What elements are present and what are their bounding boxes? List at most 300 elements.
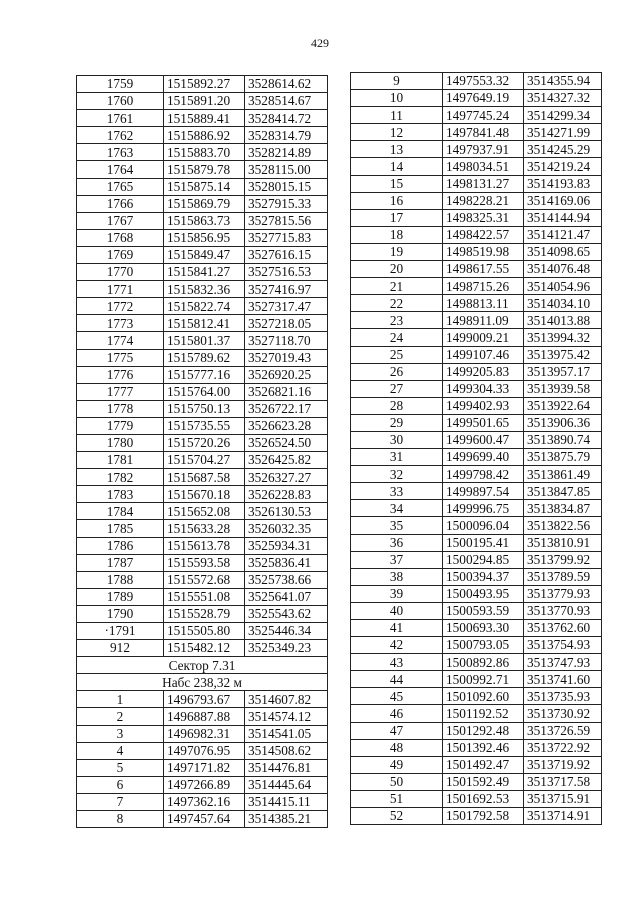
- table-row: [77, 229, 328, 246]
- table-row: [351, 329, 602, 346]
- x-coordinate-cell: 1498519.98: [443, 243, 524, 260]
- table-row: [77, 725, 328, 742]
- point-number-cell: 9: [351, 73, 443, 90]
- y-coordinate-cell: 3528514.67: [245, 93, 328, 110]
- table-row: [77, 434, 328, 451]
- y-coordinate-cell: 3526920.25: [245, 366, 328, 383]
- y-coordinate-cell: 3513799.92: [524, 551, 602, 568]
- point-number-cell: 1764: [77, 161, 164, 178]
- x-coordinate-cell: 1500693.30: [443, 620, 524, 637]
- y-coordinate-cell: 3525934.31: [245, 537, 328, 554]
- y-coordinate-cell: 3514169.06: [524, 192, 602, 209]
- table-row: [77, 178, 328, 195]
- x-coordinate-cell: 1515891.20: [164, 93, 245, 110]
- table-row: [77, 246, 328, 263]
- y-coordinate-cell: 3513717.58: [524, 773, 602, 790]
- x-coordinate-cell: 1497457.64: [164, 811, 245, 828]
- x-coordinate-cell: 1498422.57: [443, 226, 524, 243]
- table-row: [351, 773, 602, 790]
- x-coordinate-cell: 1501392.46: [443, 739, 524, 756]
- table-row: [77, 691, 328, 708]
- x-coordinate-cell: 1496793.67: [164, 691, 245, 708]
- x-coordinate-cell: 1501492.47: [443, 756, 524, 773]
- point-number-cell: 40: [351, 602, 443, 619]
- point-number-cell: 39: [351, 585, 443, 602]
- point-number-cell: 11: [351, 107, 443, 124]
- table-row: [351, 431, 602, 448]
- table-row: [77, 161, 328, 178]
- table-row: [351, 158, 602, 175]
- y-coordinate-cell: 3514299.34: [524, 107, 602, 124]
- x-coordinate-cell: 1515822.74: [164, 298, 245, 315]
- x-coordinate-cell: 1515613.78: [164, 537, 245, 554]
- y-coordinate-cell: 3525543.62: [245, 605, 328, 622]
- table-row: [351, 397, 602, 414]
- y-coordinate-cell: 3514508.62: [245, 742, 328, 759]
- point-number-cell: 26: [351, 363, 443, 380]
- table-row: [77, 554, 328, 571]
- x-coordinate-cell: 1499107.46: [443, 346, 524, 363]
- y-coordinate-cell: 3514054.96: [524, 278, 602, 295]
- y-coordinate-cell: 3513994.32: [524, 329, 602, 346]
- table-row: [77, 605, 328, 622]
- point-number-cell: 29: [351, 414, 443, 431]
- y-coordinate-cell: 3514415.11: [245, 793, 328, 810]
- point-number-cell: 1767: [77, 212, 164, 229]
- point-number-cell: 13: [351, 141, 443, 158]
- table-row: [77, 264, 328, 281]
- x-coordinate-cell: 1515572.68: [164, 571, 245, 588]
- x-coordinate-cell: 1500992.71: [443, 671, 524, 688]
- x-coordinate-cell: 1515863.73: [164, 212, 245, 229]
- table-row: [351, 808, 602, 825]
- x-coordinate-cell: 1500294.85: [443, 551, 524, 568]
- point-number-cell: 1773: [77, 315, 164, 332]
- x-coordinate-cell: 1515889.41: [164, 110, 245, 127]
- point-number-cell: 1762: [77, 127, 164, 144]
- x-coordinate-cell: 1515704.27: [164, 452, 245, 469]
- point-number-cell: 14: [351, 158, 443, 175]
- y-coordinate-cell: 3513822.56: [524, 517, 602, 534]
- point-number-cell: 5: [77, 759, 164, 776]
- x-coordinate-cell: 1515482.12: [164, 640, 245, 657]
- x-coordinate-cell: 1499798.42: [443, 466, 524, 483]
- table-row: [77, 349, 328, 366]
- y-coordinate-cell: 3514271.99: [524, 124, 602, 141]
- point-number-cell: 1778: [77, 400, 164, 417]
- x-coordinate-cell: 1498715.26: [443, 278, 524, 295]
- x-coordinate-cell: 1497937.91: [443, 141, 524, 158]
- x-coordinate-cell: 1498911.09: [443, 312, 524, 329]
- table-row: [351, 756, 602, 773]
- x-coordinate-cell: 1515735.55: [164, 417, 245, 434]
- table-row: [77, 212, 328, 229]
- x-coordinate-cell: 1500593.59: [443, 602, 524, 619]
- x-coordinate-cell: 1515670.18: [164, 486, 245, 503]
- y-coordinate-cell: 3514219.24: [524, 158, 602, 175]
- table-row: [77, 452, 328, 469]
- point-number-cell: 31: [351, 449, 443, 466]
- point-number-cell: 35: [351, 517, 443, 534]
- point-number-cell: 1760: [77, 93, 164, 110]
- point-number-cell: 20: [351, 261, 443, 278]
- y-coordinate-cell: 3513847.85: [524, 483, 602, 500]
- x-coordinate-cell: 1501692.53: [443, 790, 524, 807]
- y-coordinate-cell: 3527715.83: [245, 229, 328, 246]
- y-coordinate-cell: 3514193.83: [524, 175, 602, 192]
- x-coordinate-cell: 1499304.33: [443, 380, 524, 397]
- point-number-cell: 17: [351, 209, 443, 226]
- y-coordinate-cell: 3528614.62: [245, 76, 328, 93]
- y-coordinate-cell: 3514013.88: [524, 312, 602, 329]
- y-coordinate-cell: 3527019.43: [245, 349, 328, 366]
- y-coordinate-cell: 3525738.66: [245, 571, 328, 588]
- point-number-cell: 1770: [77, 264, 164, 281]
- point-number-cell: 1777: [77, 383, 164, 400]
- table-row: [77, 811, 328, 828]
- y-coordinate-cell: 3527416.97: [245, 281, 328, 298]
- table-row: [351, 500, 602, 517]
- left-table-body-top: [77, 76, 328, 657]
- y-coordinate-cell: 3513834.87: [524, 500, 602, 517]
- point-number-cell: 1: [77, 691, 164, 708]
- point-number-cell: 49: [351, 756, 443, 773]
- point-number-cell: 23: [351, 312, 443, 329]
- x-coordinate-cell: 1515801.37: [164, 332, 245, 349]
- y-coordinate-cell: 3514385.21: [245, 811, 328, 828]
- x-coordinate-cell: 1515551.08: [164, 588, 245, 605]
- right-table-body: [351, 73, 602, 825]
- point-number-cell: 1776: [77, 366, 164, 383]
- point-number-cell: 42: [351, 637, 443, 654]
- section-title: Сектор 7.31: [77, 657, 328, 674]
- x-coordinate-cell: 1515505.80: [164, 623, 245, 640]
- y-coordinate-cell: 3513741.60: [524, 671, 602, 688]
- x-coordinate-cell: 1499009.21: [443, 329, 524, 346]
- x-coordinate-cell: 1515789.62: [164, 349, 245, 366]
- table-row: [77, 383, 328, 400]
- x-coordinate-cell: 1515764.00: [164, 383, 245, 400]
- x-coordinate-cell: 1499600.47: [443, 431, 524, 448]
- point-number-cell: 51: [351, 790, 443, 807]
- point-number-cell: 44: [351, 671, 443, 688]
- table-row: [351, 790, 602, 807]
- y-coordinate-cell: 3514327.32: [524, 90, 602, 107]
- table-row: [351, 226, 602, 243]
- point-number-cell: 19: [351, 243, 443, 260]
- x-coordinate-cell: 1515875.14: [164, 178, 245, 195]
- section-header: [77, 657, 328, 691]
- y-coordinate-cell: 3514355.94: [524, 73, 602, 90]
- x-coordinate-cell: 1500892.86: [443, 654, 524, 671]
- x-coordinate-cell: 1498228.21: [443, 192, 524, 209]
- point-number-cell: 1774: [77, 332, 164, 349]
- point-number-cell: 3: [77, 725, 164, 742]
- table-row: [77, 486, 328, 503]
- table-row: [351, 637, 602, 654]
- y-coordinate-cell: 3513861.49: [524, 466, 602, 483]
- table-row: [77, 793, 328, 810]
- table-row: [351, 243, 602, 260]
- coordinates-table-left: [76, 75, 328, 828]
- point-number-cell: 45: [351, 688, 443, 705]
- table-row: [77, 76, 328, 93]
- y-coordinate-cell: 3526722.17: [245, 400, 328, 417]
- y-coordinate-cell: 3514098.65: [524, 243, 602, 260]
- y-coordinate-cell: 3526623.28: [245, 417, 328, 434]
- y-coordinate-cell: 3526130.53: [245, 503, 328, 520]
- point-number-cell: 48: [351, 739, 443, 756]
- point-number-cell: 912: [77, 640, 164, 657]
- x-coordinate-cell: 1497649.19: [443, 90, 524, 107]
- point-number-cell: 30: [351, 431, 443, 448]
- x-coordinate-cell: 1515856.95: [164, 229, 245, 246]
- point-number-cell: 1788: [77, 571, 164, 588]
- point-number-cell: 34: [351, 500, 443, 517]
- point-number-cell: 1779: [77, 417, 164, 434]
- y-coordinate-cell: 3514607.82: [245, 691, 328, 708]
- x-coordinate-cell: 1497266.89: [164, 776, 245, 793]
- y-coordinate-cell: 3526228.83: [245, 486, 328, 503]
- y-coordinate-cell: 3527218.05: [245, 315, 328, 332]
- x-coordinate-cell: 1497076.95: [164, 742, 245, 759]
- point-number-cell: 7: [77, 793, 164, 810]
- y-coordinate-cell: 3513715.91: [524, 790, 602, 807]
- point-number-cell: 50: [351, 773, 443, 790]
- point-number-cell: 1790: [77, 605, 164, 622]
- x-coordinate-cell: 1500394.37: [443, 568, 524, 585]
- table-row: [351, 141, 602, 158]
- x-coordinate-cell: 1498617.55: [443, 261, 524, 278]
- x-coordinate-cell: 1515633.28: [164, 520, 245, 537]
- point-number-cell: 46: [351, 705, 443, 722]
- table-row: [351, 602, 602, 619]
- table-row: [77, 520, 328, 537]
- point-number-cell: 52: [351, 808, 443, 825]
- point-number-cell: 47: [351, 722, 443, 739]
- x-coordinate-cell: 1515720.26: [164, 434, 245, 451]
- x-coordinate-cell: 1500096.04: [443, 517, 524, 534]
- x-coordinate-cell: 1500195.41: [443, 534, 524, 551]
- point-number-cell: 6: [77, 776, 164, 793]
- table-row: [77, 571, 328, 588]
- table-row: [351, 534, 602, 551]
- point-number-cell: 1781: [77, 452, 164, 469]
- table-row: [351, 124, 602, 141]
- point-number-cell: 8: [77, 811, 164, 828]
- table-row: [77, 110, 328, 127]
- y-coordinate-cell: 3527616.15: [245, 246, 328, 263]
- x-coordinate-cell: 1498034.51: [443, 158, 524, 175]
- point-number-cell: ·1791: [77, 623, 164, 640]
- point-number-cell: 1768: [77, 229, 164, 246]
- table-row: [77, 417, 328, 434]
- x-coordinate-cell: 1498813.11: [443, 295, 524, 312]
- table-row: [351, 568, 602, 585]
- table-row: [351, 585, 602, 602]
- x-coordinate-cell: 1496982.31: [164, 725, 245, 742]
- point-number-cell: 1763: [77, 144, 164, 161]
- y-coordinate-cell: 3514144.94: [524, 209, 602, 226]
- table-row: [351, 551, 602, 568]
- table-row: [351, 107, 602, 124]
- point-number-cell: 1786: [77, 537, 164, 554]
- x-coordinate-cell: 1515812.41: [164, 315, 245, 332]
- point-number-cell: 24: [351, 329, 443, 346]
- y-coordinate-cell: 3513875.79: [524, 449, 602, 466]
- table-row: [77, 195, 328, 212]
- table-row: [77, 503, 328, 520]
- table-row: [351, 620, 602, 637]
- y-coordinate-cell: 3525349.23: [245, 640, 328, 657]
- y-coordinate-cell: 3527915.33: [245, 195, 328, 212]
- point-number-cell: 4: [77, 742, 164, 759]
- table-row: [351, 671, 602, 688]
- y-coordinate-cell: 3514034.10: [524, 295, 602, 312]
- table-row: [351, 90, 602, 107]
- point-number-cell: 1772: [77, 298, 164, 315]
- x-coordinate-cell: 1499699.40: [443, 449, 524, 466]
- x-coordinate-cell: 1515750.13: [164, 400, 245, 417]
- table-row: [351, 517, 602, 534]
- y-coordinate-cell: 3513975.42: [524, 346, 602, 363]
- point-number-cell: 15: [351, 175, 443, 192]
- x-coordinate-cell: 1497841.48: [443, 124, 524, 141]
- y-coordinate-cell: 3528414.72: [245, 110, 328, 127]
- point-number-cell: 18: [351, 226, 443, 243]
- y-coordinate-cell: 3514476.81: [245, 759, 328, 776]
- y-coordinate-cell: 3513719.92: [524, 756, 602, 773]
- table-row: [351, 346, 602, 363]
- x-coordinate-cell: 1501192.52: [443, 705, 524, 722]
- point-number-cell: 1759: [77, 76, 164, 93]
- point-number-cell: 27: [351, 380, 443, 397]
- x-coordinate-cell: 1515892.27: [164, 76, 245, 93]
- table-row: [77, 469, 328, 486]
- y-coordinate-cell: 3514121.47: [524, 226, 602, 243]
- x-coordinate-cell: 1497553.32: [443, 73, 524, 90]
- point-number-cell: 1789: [77, 588, 164, 605]
- x-coordinate-cell: 1515841.27: [164, 264, 245, 281]
- table-row: [351, 261, 602, 278]
- point-number-cell: 1771: [77, 281, 164, 298]
- y-coordinate-cell: 3513890.74: [524, 431, 602, 448]
- x-coordinate-cell: 1501092.60: [443, 688, 524, 705]
- x-coordinate-cell: 1499205.83: [443, 363, 524, 380]
- y-coordinate-cell: 3526425.82: [245, 452, 328, 469]
- point-number-cell: 38: [351, 568, 443, 585]
- section-area-row: [77, 674, 328, 691]
- point-number-cell: 33: [351, 483, 443, 500]
- x-coordinate-cell: 1515879.78: [164, 161, 245, 178]
- x-coordinate-cell: 1499501.65: [443, 414, 524, 431]
- x-coordinate-cell: 1515849.47: [164, 246, 245, 263]
- y-coordinate-cell: 3513789.59: [524, 568, 602, 585]
- table-row: [77, 332, 328, 349]
- table-row: [77, 400, 328, 417]
- x-coordinate-cell: 1515777.16: [164, 366, 245, 383]
- table-row: [351, 483, 602, 500]
- y-coordinate-cell: 3526524.50: [245, 434, 328, 451]
- y-coordinate-cell: 3513939.58: [524, 380, 602, 397]
- x-coordinate-cell: 1498131.27: [443, 175, 524, 192]
- point-number-cell: 43: [351, 654, 443, 671]
- table-row: [77, 315, 328, 332]
- left-table-body-bottom: [77, 691, 328, 828]
- table-row: [351, 688, 602, 705]
- point-number-cell: 21: [351, 278, 443, 295]
- table-row: [351, 192, 602, 209]
- table-row: [77, 640, 328, 657]
- section-title-row: [77, 657, 328, 674]
- y-coordinate-cell: 3528314.79: [245, 127, 328, 144]
- y-coordinate-cell: 3513810.91: [524, 534, 602, 551]
- point-number-cell: 1787: [77, 554, 164, 571]
- x-coordinate-cell: 1515869.79: [164, 195, 245, 212]
- y-coordinate-cell: 3513922.64: [524, 397, 602, 414]
- y-coordinate-cell: 3513747.93: [524, 654, 602, 671]
- x-coordinate-cell: 1515652.08: [164, 503, 245, 520]
- y-coordinate-cell: 3528214.89: [245, 144, 328, 161]
- table-row: [351, 705, 602, 722]
- x-coordinate-cell: 1500793.05: [443, 637, 524, 654]
- x-coordinate-cell: 1497745.24: [443, 107, 524, 124]
- y-coordinate-cell: 3513714.91: [524, 808, 602, 825]
- x-coordinate-cell: 1501292.48: [443, 722, 524, 739]
- y-coordinate-cell: 3527516.53: [245, 264, 328, 281]
- table-row: [77, 588, 328, 605]
- section-area: Набс 238,32 м: [77, 674, 328, 691]
- table-row: [351, 295, 602, 312]
- y-coordinate-cell: 3514245.29: [524, 141, 602, 158]
- table-row: [77, 742, 328, 759]
- point-number-cell: 1785: [77, 520, 164, 537]
- point-number-cell: 1775: [77, 349, 164, 366]
- point-number-cell: 1782: [77, 469, 164, 486]
- y-coordinate-cell: 3513906.36: [524, 414, 602, 431]
- y-coordinate-cell: 3525641.07: [245, 588, 328, 605]
- y-coordinate-cell: 3513957.17: [524, 363, 602, 380]
- point-number-cell: 12: [351, 124, 443, 141]
- table-row: [351, 278, 602, 295]
- y-coordinate-cell: 3513770.93: [524, 602, 602, 619]
- point-number-cell: 1784: [77, 503, 164, 520]
- y-coordinate-cell: 3525836.41: [245, 554, 328, 571]
- point-number-cell: 1783: [77, 486, 164, 503]
- y-coordinate-cell: 3513722.92: [524, 739, 602, 756]
- point-number-cell: 1761: [77, 110, 164, 127]
- x-coordinate-cell: 1497171.82: [164, 759, 245, 776]
- table-row: [351, 449, 602, 466]
- point-number-cell: 36: [351, 534, 443, 551]
- table-row: [351, 73, 602, 90]
- table-row: [77, 93, 328, 110]
- coordinates-table-right: [350, 72, 602, 825]
- y-coordinate-cell: 3513779.93: [524, 585, 602, 602]
- point-number-cell: 16: [351, 192, 443, 209]
- y-coordinate-cell: 3528115.00: [245, 161, 328, 178]
- table-row: [351, 722, 602, 739]
- y-coordinate-cell: 3514574.12: [245, 708, 328, 725]
- table-row: [351, 312, 602, 329]
- table-row: [351, 175, 602, 192]
- point-number-cell: 1769: [77, 246, 164, 263]
- x-coordinate-cell: 1515832.36: [164, 281, 245, 298]
- y-coordinate-cell: 3513735.93: [524, 688, 602, 705]
- table-row: [77, 708, 328, 725]
- table-row: [351, 414, 602, 431]
- point-number-cell: 41: [351, 620, 443, 637]
